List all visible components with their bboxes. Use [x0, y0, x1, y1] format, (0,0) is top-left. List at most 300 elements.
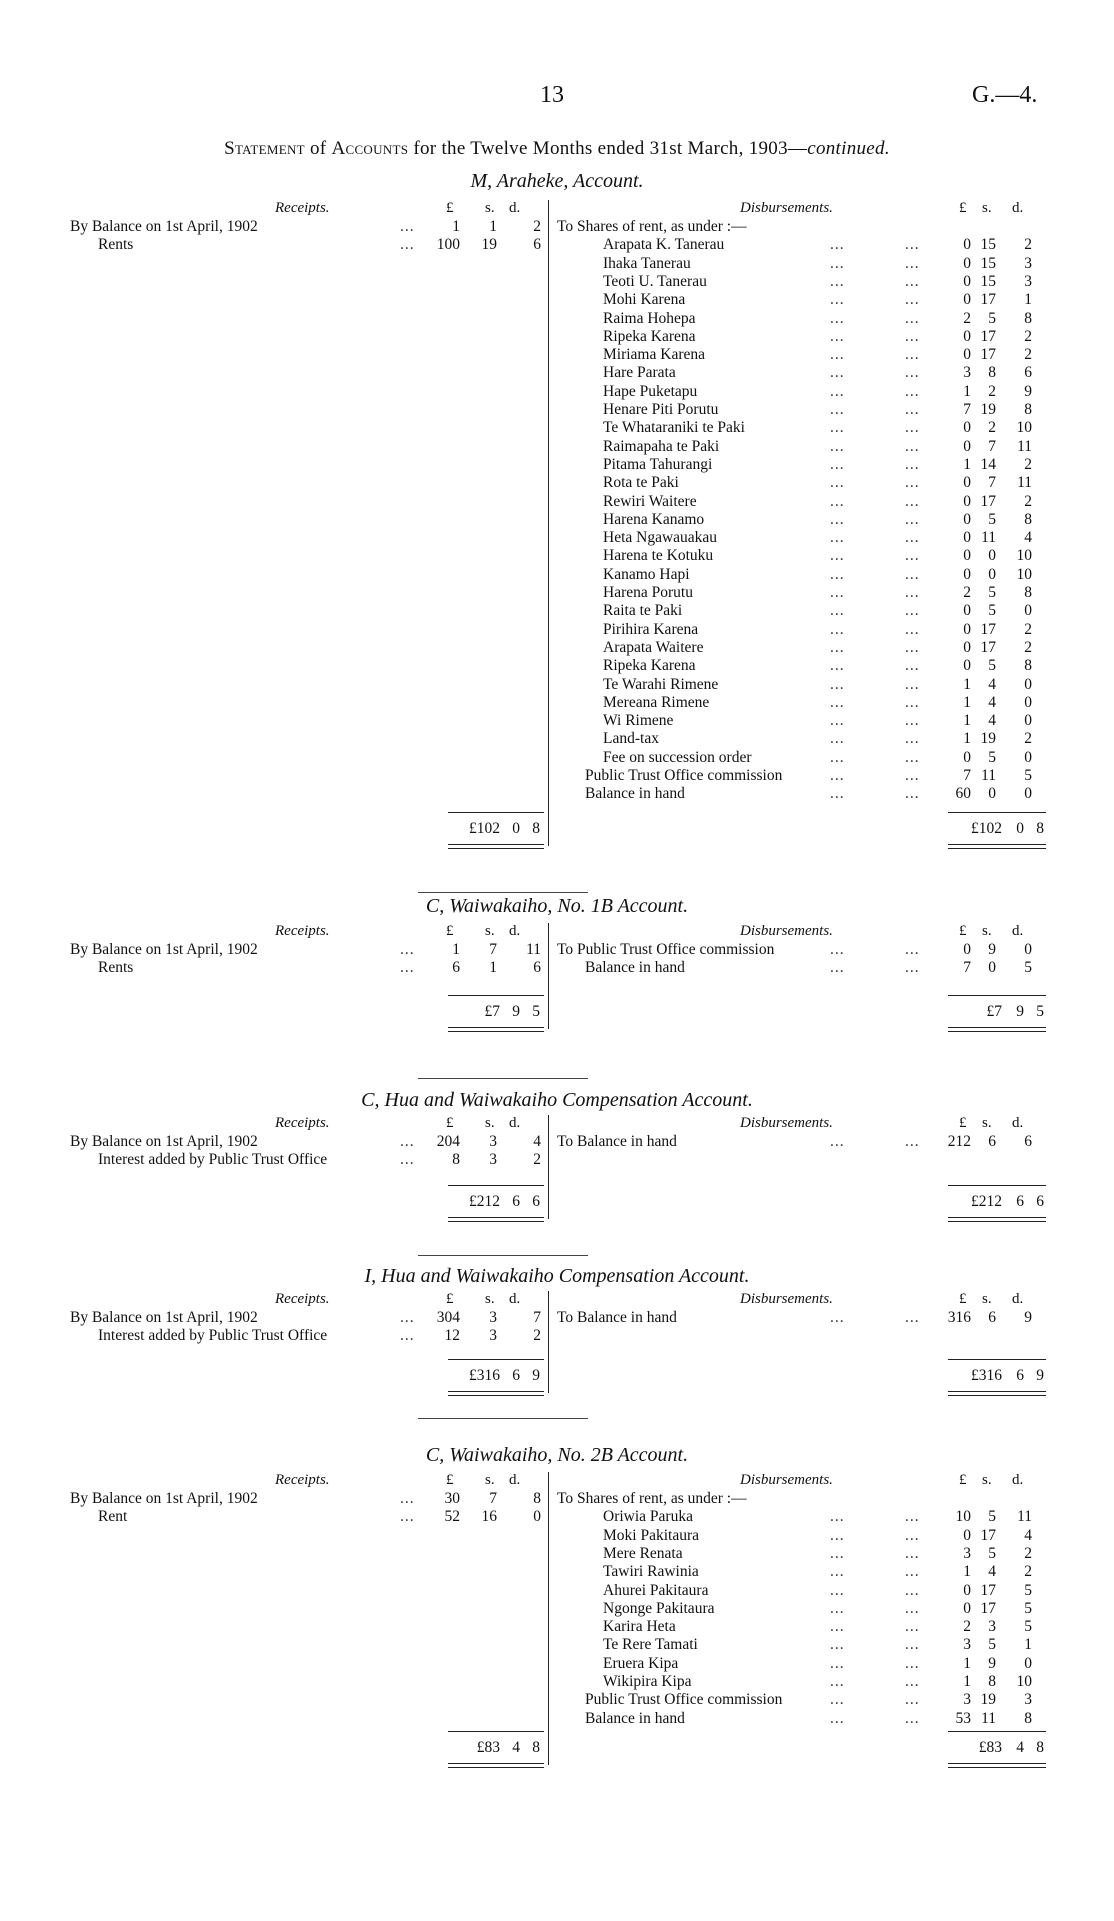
- amount-pence: 2: [1024, 492, 1032, 510]
- leader-dots: ...: [905, 1309, 920, 1326]
- amount-shillings: 3: [988, 1618, 996, 1636]
- leader-dots: ...: [905, 529, 920, 547]
- leader-dots: ...: [830, 941, 845, 958]
- leader-dots: ...: [905, 584, 920, 601]
- disbursement-row: [557, 346, 1050, 364]
- disbursement-label: Mohi Karena: [603, 291, 686, 309]
- account-title: M, Araheke, Account.: [470, 170, 644, 192]
- section-separator: [418, 892, 588, 893]
- section-separator: [418, 1418, 588, 1419]
- leader-dots: ...: [830, 584, 845, 601]
- disbursement-row: [557, 401, 1050, 419]
- leader-dots: ...: [830, 309, 845, 327]
- receipt-label: By Balance on 1st April, 1902: [70, 1133, 258, 1150]
- disbursement-row: [557, 255, 1050, 273]
- leader-dots: ...: [400, 1490, 415, 1507]
- leader-dots: ...: [830, 547, 845, 565]
- leader-dots: ...: [905, 1526, 920, 1544]
- disbursement-row: [557, 584, 1050, 602]
- disbursement-label: Ripeka Karena: [603, 327, 696, 345]
- amount-pence: 2: [1024, 620, 1032, 638]
- disbursement-row: [557, 1655, 1050, 1673]
- amount-pence: 0: [1024, 785, 1032, 803]
- amount-pence: 2: [1024, 1544, 1032, 1562]
- leader-dots: ...: [905, 602, 920, 620]
- amount-pounds: 0: [963, 291, 971, 309]
- account-title: I, Hua and Waiwakaiho Compensation Account.: [364, 1265, 750, 1287]
- disbursement-label: Hape Puketapu: [603, 382, 698, 400]
- column-divider: [548, 1472, 549, 1765]
- amount-pounds: 1: [963, 455, 971, 473]
- amount-shillings: 8: [988, 364, 996, 382]
- pence-header: d.: [509, 1115, 521, 1131]
- amount-pence: 8: [1024, 309, 1032, 327]
- receipts-caption: Receipts.: [275, 1472, 330, 1488]
- leader-dots: ...: [905, 492, 920, 510]
- disbursement-row: [557, 1133, 1050, 1151]
- disbursement-label: Raita te Paki: [603, 602, 683, 620]
- amount-pence: 2: [1024, 327, 1032, 345]
- amount-pence: 8: [1024, 401, 1032, 418]
- disbursement-label: Te Whataraniki te Paki: [603, 419, 745, 437]
- leader-dots: ...: [830, 767, 845, 784]
- pound-header: £: [446, 1115, 454, 1131]
- amount-pence: 9: [1024, 382, 1032, 400]
- leader-dots: ...: [830, 1581, 845, 1599]
- subtotal-rule: [448, 995, 544, 996]
- amount-shillings: 19: [980, 730, 996, 748]
- shillings-header: s.: [485, 1291, 495, 1307]
- amount-pence: 1: [1024, 1636, 1032, 1654]
- disbursement-row: [557, 218, 1050, 236]
- disbursement-label: Heta Ngawauakau: [603, 529, 718, 547]
- disbursement-row: [557, 730, 1050, 748]
- pound-header: £: [446, 1291, 454, 1307]
- amount-pounds: 2: [963, 1618, 971, 1636]
- amount-shillings: 0: [988, 785, 996, 803]
- total-double-rule: [948, 1027, 1046, 1032]
- amount-shillings: 19: [980, 1691, 996, 1709]
- receipt-row: [70, 1133, 548, 1151]
- disbursement-row: [557, 511, 1050, 529]
- heading-of: of: [309, 138, 327, 159]
- leader-dots: ...: [905, 401, 920, 418]
- leader-dots: ...: [830, 730, 845, 748]
- disbursement-label: Karira Heta: [603, 1618, 676, 1636]
- heading-continued: continued.: [807, 138, 890, 159]
- leader-dots: ...: [400, 959, 415, 977]
- amount-pence: 0: [533, 1508, 541, 1526]
- disbursement-row: [557, 529, 1050, 547]
- amount-pounds: 1: [452, 941, 460, 958]
- leader-dots: ...: [400, 1327, 415, 1345]
- leader-dots: ...: [905, 748, 920, 766]
- disbursement-label: Arapata Waitere: [603, 638, 704, 656]
- total-double-rule: [448, 1391, 544, 1396]
- leader-dots: ...: [830, 1526, 845, 1544]
- pence-header: d.: [509, 923, 521, 939]
- leader-dots: ...: [400, 1133, 415, 1150]
- disbursement-label: Harena Porutu: [603, 584, 693, 601]
- disbursement-row: [557, 419, 1050, 437]
- heading-rest: for the Twelve Months ended 31st March, 1903—: [413, 138, 808, 159]
- disbursement-label: Pitama Tahurangi: [603, 455, 713, 473]
- shillings-header: s.: [982, 923, 992, 939]
- total-pounds: £316: [971, 1367, 1002, 1384]
- disbursement-label: Mere Renata: [603, 1544, 683, 1562]
- amount-shillings: 2: [988, 382, 996, 400]
- amount-shillings: 17: [980, 1526, 996, 1544]
- receipt-row: [70, 1508, 548, 1526]
- disbursement-label: Moki Pakitaura: [603, 1526, 699, 1544]
- pound-header: £: [446, 1472, 454, 1488]
- amount-shillings: 3: [489, 1309, 497, 1326]
- disbursement-label: Te Warahi Rimene: [603, 675, 719, 693]
- leader-dots: ...: [905, 1691, 920, 1709]
- disbursement-label: Harena Kanamo: [603, 510, 705, 528]
- amount-pounds: 0: [963, 236, 971, 254]
- total-pounds: £7: [986, 1003, 1002, 1020]
- amount-pence: 11: [1017, 1508, 1032, 1526]
- leader-dots: ...: [830, 455, 845, 473]
- shillings-header: s.: [485, 200, 495, 216]
- leader-dots: ...: [830, 785, 845, 803]
- amount-shillings: 3: [489, 1327, 497, 1345]
- pound-header: £: [446, 200, 454, 216]
- amount-pounds: 0: [963, 565, 971, 583]
- shillings-header: s.: [485, 923, 495, 939]
- disbursement-row: [557, 1691, 1050, 1709]
- leader-dots: ...: [830, 1709, 845, 1727]
- amount-pence: 3: [1024, 1691, 1032, 1709]
- total-pence: 6: [532, 1193, 540, 1210]
- amount-shillings: 0: [988, 547, 996, 565]
- leader-dots: ...: [830, 327, 845, 345]
- amount-shillings: 17: [980, 346, 996, 364]
- disbursement-row: [557, 1545, 1050, 1563]
- total-pence: 6: [1036, 1193, 1044, 1210]
- disbursement-label: To Shares of rent, as under :—: [557, 218, 747, 235]
- subtotal-rule: [448, 1359, 544, 1360]
- leader-dots: ...: [905, 547, 920, 565]
- amount-pence: 2: [1024, 346, 1032, 364]
- amount-pounds: 0: [963, 602, 971, 620]
- pence-header: d.: [1012, 1115, 1024, 1131]
- amount-pounds: 2: [963, 309, 971, 327]
- amount-pounds: 12: [444, 1327, 460, 1345]
- shillings-header: s.: [982, 1115, 992, 1131]
- column-divider: [548, 200, 549, 846]
- leader-dots: ...: [830, 272, 845, 290]
- leader-dots: ...: [905, 327, 920, 345]
- leader-dots: ...: [830, 1508, 845, 1526]
- disbursement-label: Fee on succession order: [603, 748, 752, 766]
- amount-shillings: 15: [980, 236, 996, 254]
- section-separator: [418, 1078, 588, 1079]
- leader-dots: ...: [400, 1309, 415, 1326]
- leader-dots: ...: [905, 455, 920, 473]
- amount-pounds: 30: [444, 1490, 460, 1507]
- amount-pounds: 0: [963, 254, 971, 272]
- disbursement-row: [557, 712, 1050, 730]
- disbursement-row: [557, 1636, 1050, 1654]
- total-pence: 8: [1036, 820, 1044, 837]
- disbursement-label: Raimapaha te Paki: [603, 437, 720, 455]
- amount-pounds: 3: [963, 1636, 971, 1654]
- disbursement-label: Teoti U. Tanerau: [603, 272, 707, 290]
- amount-shillings: 8: [988, 1673, 996, 1690]
- leader-dots: ...: [905, 510, 920, 528]
- leader-dots: ...: [905, 236, 920, 254]
- total-double-rule: [448, 844, 544, 849]
- receipt-label: By Balance on 1st April, 1902: [70, 1309, 258, 1326]
- disbursement-row: [557, 328, 1050, 346]
- account-title: C, Waiwakaiho, No. 1B Account.: [425, 895, 689, 917]
- total-pence: 8: [532, 1739, 540, 1756]
- leader-dots: ...: [830, 382, 845, 400]
- heading-statement: Statement: [224, 138, 305, 159]
- leader-dots: ...: [830, 620, 845, 638]
- amount-pence: 8: [1024, 584, 1032, 601]
- disbursement-row: [557, 291, 1050, 309]
- disbursement-label: Te Rere Tamati: [603, 1636, 698, 1654]
- leader-dots: ...: [905, 382, 920, 400]
- pence-header: d.: [1012, 923, 1024, 939]
- amount-shillings: 5: [988, 584, 996, 601]
- disbursement-row: [557, 1582, 1050, 1600]
- amount-pounds: 1: [963, 1563, 971, 1581]
- amount-pence: 7: [533, 1309, 541, 1326]
- amount-shillings: 11: [981, 767, 996, 784]
- leader-dots: ...: [830, 1599, 845, 1617]
- amount-shillings: 4: [988, 712, 996, 730]
- disbursement-label: Rewiri Waitere: [603, 492, 697, 510]
- amount-pence: 11: [526, 941, 541, 958]
- receipt-row: [70, 1309, 548, 1327]
- amount-shillings: 19: [980, 401, 996, 418]
- disbursement-label: Public Trust Office commission: [585, 1691, 783, 1709]
- disbursement-row: [557, 438, 1050, 456]
- disbursement-row: [557, 1309, 1050, 1327]
- subtotal-rule: [448, 1185, 544, 1186]
- subtotal-rule: [948, 1185, 1046, 1186]
- leader-dots: ...: [830, 712, 845, 730]
- amount-pounds: 0: [963, 510, 971, 528]
- amount-pounds: 0: [963, 474, 971, 492]
- page-number: 13: [540, 82, 564, 108]
- leader-dots: ...: [905, 291, 920, 309]
- leader-dots: ...: [905, 272, 920, 290]
- disbursement-label: Ngonge Pakitaura: [603, 1599, 715, 1617]
- disbursements-caption: Disbursements.: [740, 200, 833, 216]
- receipt-row: [70, 1151, 548, 1169]
- amount-pence: 0: [1024, 675, 1032, 693]
- leader-dots: ...: [830, 959, 845, 977]
- amount-shillings: 16: [481, 1508, 497, 1526]
- amount-pounds: 10: [955, 1508, 971, 1526]
- statement-heading: [0, 138, 1114, 160]
- disbursement-row: [557, 639, 1050, 657]
- section-separator: [418, 1255, 588, 1256]
- receipt-row: [70, 236, 548, 254]
- amount-pounds: 0: [963, 1581, 971, 1599]
- account-title: C, Waiwakaiho, No. 2B Account.: [425, 1444, 689, 1466]
- disbursement-label: Ahurei Pakitaura: [603, 1581, 709, 1599]
- leader-dots: ...: [830, 693, 845, 711]
- total-shillings: 9: [1016, 1003, 1024, 1020]
- total-pence: 9: [532, 1367, 540, 1384]
- amount-shillings: 17: [980, 492, 996, 510]
- leader-dots: ...: [830, 748, 845, 766]
- leader-dots: ...: [905, 565, 920, 583]
- amount-pounds: 1: [963, 1654, 971, 1672]
- amount-shillings: 7: [489, 941, 497, 958]
- disbursement-label: Arapata K. Tanerau: [603, 236, 725, 254]
- amount-shillings: 4: [988, 675, 996, 693]
- leader-dots: ...: [830, 1636, 845, 1654]
- leader-dots: ...: [830, 638, 845, 656]
- amount-shillings: 5: [988, 1508, 996, 1526]
- amount-shillings: 17: [980, 620, 996, 638]
- amount-pence: 5: [1024, 767, 1032, 784]
- receipts-caption: Receipts.: [275, 1291, 330, 1307]
- disbursement-row: [557, 474, 1050, 492]
- disbursement-label: Miriama Karena: [603, 346, 705, 364]
- total-shillings: 6: [1016, 1367, 1024, 1384]
- leader-dots: ...: [905, 346, 920, 364]
- amount-shillings: 9: [988, 941, 996, 958]
- total-double-rule: [948, 1217, 1046, 1222]
- disbursement-row: [557, 941, 1050, 959]
- disbursement-row: [557, 273, 1050, 291]
- disbursement-label: Mereana Rimene: [603, 693, 710, 711]
- amount-pounds: 0: [963, 272, 971, 290]
- leader-dots: ...: [905, 1673, 920, 1690]
- disbursements-caption: Disbursements.: [740, 1472, 833, 1488]
- amount-pence: 5: [1024, 1581, 1032, 1599]
- total-double-rule: [948, 1763, 1046, 1768]
- amount-pence: 2: [1024, 455, 1032, 473]
- amount-shillings: 0: [988, 959, 996, 977]
- leader-dots: ...: [830, 291, 845, 309]
- amount-pounds: 3: [963, 1691, 971, 1709]
- page-reference: G.—4.: [972, 82, 1038, 108]
- receipt-row: [70, 1327, 548, 1345]
- amount-pence: 2: [1024, 236, 1032, 254]
- amount-shillings: 7: [988, 437, 996, 455]
- disbursement-label: Kanamo Hapi: [603, 565, 690, 583]
- total-double-rule: [448, 1217, 544, 1222]
- total-pounds: £83: [476, 1739, 500, 1756]
- amount-pounds: 60: [955, 785, 971, 803]
- leader-dots: ...: [830, 364, 845, 382]
- leader-dots: ...: [830, 401, 845, 418]
- amount-pounds: 1: [963, 382, 971, 400]
- amount-pence: 2: [1024, 638, 1032, 656]
- leader-dots: ...: [830, 1691, 845, 1709]
- leader-dots: ...: [830, 657, 845, 675]
- amount-pounds: 0: [963, 941, 971, 958]
- total-pence: 5: [1036, 1003, 1044, 1020]
- amount-shillings: 5: [988, 657, 996, 675]
- leader-dots: ...: [905, 254, 920, 272]
- receipts-caption: Receipts.: [275, 1115, 330, 1131]
- receipt-label: Interest added by Public Trust Office: [98, 1327, 328, 1345]
- disbursement-row: [557, 1563, 1050, 1581]
- amount-pence: 2: [1024, 1563, 1032, 1581]
- total-pounds: £102: [469, 820, 500, 837]
- disbursement-label: Balance in hand: [585, 785, 685, 803]
- amount-pence: 0: [1024, 602, 1032, 620]
- leader-dots: ...: [905, 785, 920, 803]
- leader-dots: ...: [400, 941, 415, 958]
- amount-shillings: 14: [980, 455, 996, 473]
- amount-pounds: 100: [436, 236, 460, 254]
- pound-header: £: [959, 1115, 967, 1131]
- disbursement-row: [557, 1710, 1050, 1728]
- shillings-header: s.: [982, 200, 992, 216]
- disbursement-row: [557, 1508, 1050, 1526]
- leader-dots: ...: [830, 510, 845, 528]
- total-double-rule: [448, 1027, 544, 1032]
- amount-pence: 5: [1024, 1618, 1032, 1636]
- disbursement-row: [557, 767, 1050, 785]
- disbursement-row: [557, 657, 1050, 675]
- amount-pounds: 316: [947, 1309, 971, 1326]
- amount-shillings: 5: [988, 748, 996, 766]
- total-pence: 9: [1036, 1367, 1044, 1384]
- leader-dots: ...: [400, 1508, 415, 1526]
- disbursement-label: Wi Rimene: [603, 712, 674, 730]
- receipt-label: Rent: [98, 1508, 128, 1526]
- disbursement-label: To Public Trust Office commission: [557, 941, 775, 958]
- amount-shillings: 3: [489, 1133, 497, 1150]
- account-title: C, Hua and Waiwakaiho Compensation Account.: [361, 1089, 753, 1111]
- total-shillings: 0: [512, 820, 520, 837]
- pence-header: d.: [1012, 200, 1024, 216]
- amount-pence: 4: [533, 1133, 541, 1150]
- amount-pence: 5: [1024, 959, 1032, 977]
- leader-dots: ...: [830, 346, 845, 364]
- amount-pounds: 0: [963, 346, 971, 364]
- total-double-rule: [948, 1391, 1046, 1396]
- amount-pence: 3: [1024, 272, 1032, 290]
- amount-pence: 4: [1024, 1526, 1032, 1544]
- receipt-row: [70, 959, 548, 977]
- disbursement-label: Hare Parata: [603, 364, 676, 382]
- disbursement-label: Public Trust Office commission: [585, 767, 783, 784]
- amount-shillings: 1: [489, 218, 497, 235]
- amount-pounds: 0: [963, 1526, 971, 1544]
- subtotal-rule: [948, 1359, 1046, 1360]
- amount-pounds: 0: [963, 529, 971, 547]
- disbursement-row: [557, 1618, 1050, 1636]
- amount-pounds: 0: [963, 638, 971, 656]
- amount-shillings: 5: [988, 1544, 996, 1562]
- disbursement-row: [557, 621, 1050, 639]
- total-shillings: 6: [512, 1193, 520, 1210]
- total-double-rule: [948, 844, 1046, 849]
- leader-dots: ...: [905, 1581, 920, 1599]
- pence-header: d.: [1012, 1472, 1024, 1488]
- leader-dots: ...: [905, 437, 920, 455]
- amount-shillings: 5: [988, 510, 996, 528]
- disbursement-label: To Shares of rent, as under :—: [557, 1490, 747, 1507]
- amount-shillings: 9: [988, 1654, 996, 1672]
- disbursements-caption: Disbursements.: [740, 923, 833, 939]
- total-pounds: £7: [484, 1003, 500, 1020]
- column-divider: [548, 923, 549, 1029]
